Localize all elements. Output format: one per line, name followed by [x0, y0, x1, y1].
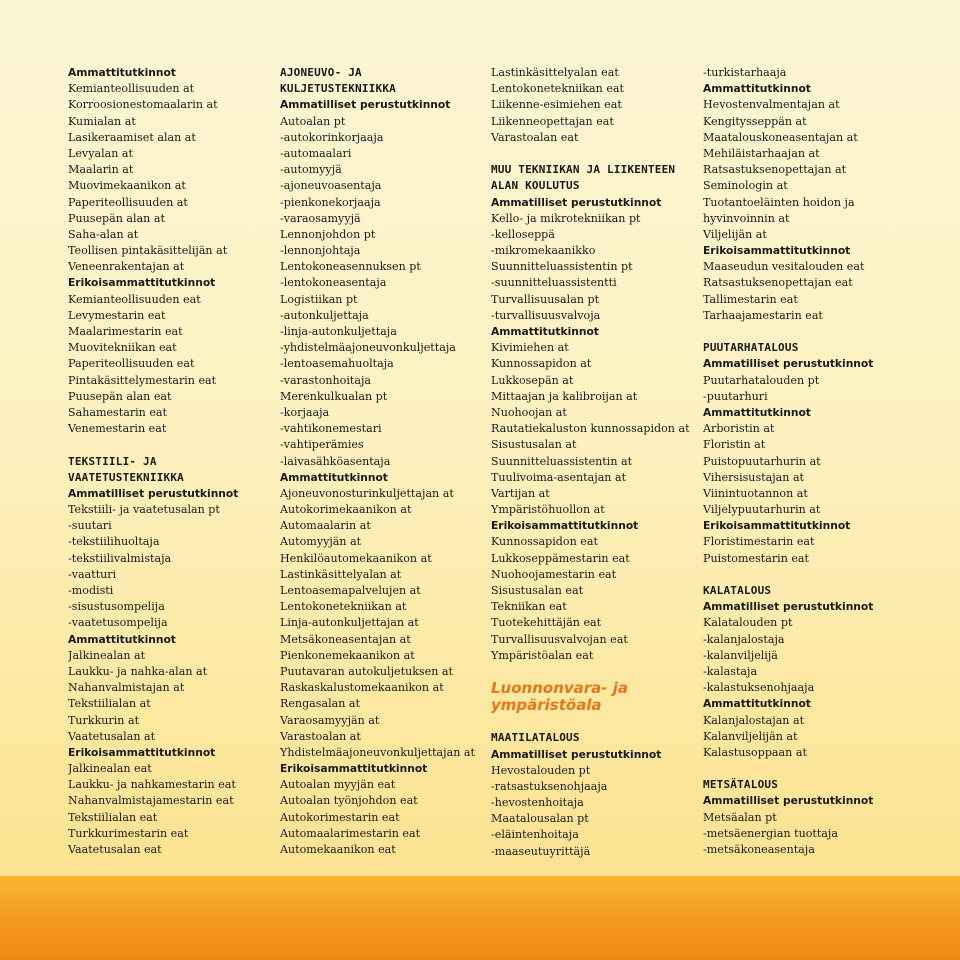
qualification-item: Kalastusoppaan at: [703, 745, 807, 759]
qualification-item: Turvallisuusvalvojan eat: [491, 632, 628, 646]
qualification-item: Lasikeraamiset alan at: [68, 130, 196, 144]
qualification-item: -eläintenhoitaja: [491, 828, 579, 842]
qualification-item: Viljelypuutarhurin at: [703, 503, 821, 517]
qualification-item: Vartijan at: [491, 486, 550, 500]
qualification-item: Autoalan työnjohdon eat: [280, 794, 418, 808]
qualification-type-heading: Erikoisammattitutkinnot: [491, 519, 639, 533]
qualification-item: Autoalan myyjän eat: [280, 778, 396, 792]
qualification-type-heading: Ammattitutkinnot: [703, 82, 811, 96]
qualification-item: Hevostalouden pt: [491, 763, 591, 777]
qualification-item: Kivimiehen at: [491, 341, 569, 355]
qualification-item: Maaseudun vesitalouden eat: [703, 260, 865, 274]
qualification-item: Varastoalan at: [280, 729, 361, 743]
qualification-item: Rengasalan at: [280, 697, 360, 711]
qualification-item: Vaatetusalan at: [68, 729, 156, 743]
qualification-item: -metsäkoneasentaja: [703, 843, 815, 856]
qualification-item: Autokorimekaanikon at: [280, 503, 412, 517]
qualification-item: -sisustusompelija: [68, 600, 165, 614]
qualification-item: Kumialan at: [68, 114, 136, 128]
qualification-item: Lentoasemapalvelujen at: [280, 584, 421, 597]
section-heading: AJONEUVO- JA: [280, 66, 362, 79]
qualification-item: -lennonjohtaja: [280, 244, 361, 258]
qualification-item: -lentokoneasentaja: [280, 276, 387, 290]
qualification-item: Lastinkäsittelyalan eat: [491, 66, 619, 79]
qualification-type-heading: Ammatilliset perustutkinnot: [491, 195, 662, 209]
qualification-item: Ympäristöalan eat: [491, 648, 594, 662]
qualification-item: Puusepän alan at: [68, 211, 165, 225]
qualification-item: Kemianteollisuuden at: [68, 82, 195, 96]
qualification-item: -automaalari: [280, 146, 352, 160]
qualification-item: -hevostenhoitaja: [491, 796, 584, 810]
spacer: [491, 664, 701, 680]
qualification-type-heading: Ammattitutkinnot: [68, 66, 176, 79]
qualification-type-heading: Erikoisammattitutkinnot: [703, 519, 851, 533]
qualification-item: Turkkurin at: [68, 713, 140, 727]
section-heading: TEKSTIILI- JA: [68, 454, 157, 468]
qualification-item: Yhdistelmäajoneuvonkuljettajan at: [280, 745, 475, 759]
qualification-type-heading: Ammatilliset perustutkinnot: [703, 357, 874, 371]
qualification-type-heading: Erikoisammattitutkinnot: [280, 762, 428, 776]
qualification-item: -varastonhoitaja: [280, 373, 372, 387]
spacer: [68, 437, 278, 453]
qualification-item: Laukku- ja nahka-alan at: [68, 664, 208, 678]
qualification-item: Hevostenvalmentajan at: [703, 98, 840, 112]
qualification-item: Mehiläistarhaajan at: [703, 146, 820, 160]
qualification-type-heading: Ammatilliset perustutkinnot: [68, 486, 239, 500]
qualification-item: Henkilöautomekaanikon at: [280, 551, 432, 565]
qualification-item: -vaatetusompelija: [68, 616, 168, 630]
qualification-item: Kunnossapidon at: [491, 357, 592, 371]
section-heading: METSÄTALOUS: [703, 778, 779, 792]
qualification-item: Jalkinealan at: [68, 648, 146, 662]
qualification-item: -tekstiilivalmistaja: [68, 551, 172, 565]
qualification-item: -ratsastuksenohjaaja: [491, 779, 608, 793]
qualification-item: Automekaanikon eat: [280, 843, 396, 856]
qualification-item: Kello- ja mikrotekniikan pt: [491, 211, 641, 225]
qualification-type-heading: Erikoisammattitutkinnot: [68, 276, 216, 290]
field-heading: ympäristöala: [491, 697, 602, 715]
qualification-item: -linja-autonkuljettaja: [280, 325, 397, 338]
column-4: [703, 65, 913, 858]
section-heading: MAATILATALOUS: [491, 731, 580, 745]
qualification-item: Autokorimestarin eat: [280, 810, 400, 824]
qualification-item: Lentokoneasennuksen pt: [280, 260, 421, 274]
qualification-item: Automaalarin at: [280, 519, 371, 533]
qualification-item: -maaseutuyrittäjä: [491, 844, 591, 858]
qualification-item: hyvinvoinnin at: [703, 211, 790, 225]
qualification-item: Vihersisustajan at: [703, 470, 805, 484]
qualification-type-heading: Ammattitutkinnot: [491, 325, 599, 338]
qualification-item: Levyalan at: [68, 146, 133, 160]
qualification-item: Automyyjän at: [280, 535, 362, 549]
qualification-item: Tuotekehittäjän eat: [491, 616, 602, 630]
qualification-item: Ympäristöhuollon at: [491, 503, 605, 517]
qualification-item: -automyyjä: [280, 163, 342, 177]
qualification-item: Metsäkoneasentajan at: [280, 632, 411, 646]
qualification-item: -lentoasemahuoltaja: [280, 357, 394, 371]
qualification-item: Liikenneopettajan eat: [491, 114, 614, 128]
qualification-type-heading: Ammatilliset perustutkinnot: [491, 747, 662, 761]
qualification-type-heading: Ammattitutkinnot: [68, 632, 176, 646]
qualification-item: -yhdistelmäajoneuvonkuljettaja: [280, 341, 456, 355]
column-1: [68, 65, 278, 858]
qualification-item: Kalanjalostajan at: [703, 713, 805, 727]
qualification-item: Suunnitteluassistentin at: [491, 454, 633, 468]
qualification-item: -kalanjalostaja: [703, 632, 785, 646]
qualification-item: Viljelijän at: [703, 227, 767, 241]
qualification-item: Tallimestarin eat: [703, 292, 798, 306]
qualification-item: -korjaaja: [280, 405, 330, 419]
qualification-item: -kalastuksenohjaaja: [703, 681, 815, 695]
column-3: [491, 65, 701, 860]
qualification-item: Lukkoseppämestarin eat: [491, 551, 630, 565]
qualification-item: Maatalousalan pt: [491, 812, 589, 826]
qualification-item: Sisustusalan at: [491, 438, 577, 452]
spacer: [491, 714, 701, 730]
column-2: [280, 65, 490, 858]
qualification-item: Puutarhatalouden pt: [703, 373, 820, 387]
field-heading: Luonnonvara- ja: [491, 680, 629, 698]
qualification-item: Maalarimestarin eat: [68, 325, 183, 338]
qualification-item: -mikromekaanikko: [491, 244, 596, 258]
qualification-item: Puistopuutarhurin at: [703, 454, 821, 468]
qualification-item: Sahamestarin eat: [68, 405, 167, 419]
qualification-item: -vahtiperämies: [280, 438, 364, 452]
qualification-item: Paperiteollisuuden at: [68, 195, 188, 209]
qualification-type-heading: Ammattitutkinnot: [280, 470, 388, 484]
qualification-item: -puutarhuri: [703, 389, 768, 403]
qualification-item: Tekstiilialan eat: [68, 810, 158, 824]
qualification-item: -kelloseppä: [491, 227, 555, 241]
qualification-item: Lukkosepän at: [491, 373, 574, 387]
qualification-item: -suunnitteluassistentti: [491, 276, 617, 290]
qualification-type-heading: Ammattitutkinnot: [703, 697, 811, 711]
qualification-item: Vaatetusalan eat: [68, 843, 162, 856]
qualification-item: Puutavaran autokuljetuksen at: [280, 664, 453, 678]
section-heading: PUUTARHATALOUS: [703, 341, 799, 355]
spacer: [703, 324, 913, 340]
qualification-item: Liikenne-esimiehen eat: [491, 98, 622, 112]
qualification-item: Lennonjohdon pt: [280, 227, 376, 241]
qualification-item: Raskaskalustomekaanikon at: [280, 681, 444, 695]
qualification-item: -laivasähköasentaja: [280, 454, 391, 468]
qualification-item: Muovitekniikan eat: [68, 341, 177, 355]
qualification-item: Tuulivoima-asentajan at: [491, 470, 627, 484]
qualification-item: Floristin at: [703, 438, 766, 452]
qualification-item: Tarhaajamestarin eat: [703, 308, 823, 322]
qualification-item: Automaalarimestarin eat: [280, 826, 421, 840]
section-heading: ALAN KOULUTUS: [491, 179, 580, 193]
qualification-item: Varastoalan eat: [491, 130, 579, 144]
qualification-item: Turvallisuusalan pt: [491, 292, 600, 306]
qualification-item: Turkkurimestarin eat: [68, 826, 189, 840]
qualification-item: Tuotantoeläinten hoidon ja: [703, 195, 855, 209]
qualification-item: Nahanvalmistajan at: [68, 681, 185, 695]
qualification-item: Levymestarin eat: [68, 308, 166, 322]
qualification-item: Merenkulkualan pt: [280, 389, 388, 403]
qualification-item: Ratsastuksenopettajan eat: [703, 276, 853, 290]
qualification-type-heading: Ammatilliset perustutkinnot: [280, 98, 451, 112]
qualification-item: Kemianteollisuuden eat: [68, 292, 201, 306]
qualification-item: Nuohoojan at: [491, 405, 567, 419]
qualification-item: Saha-alan at: [68, 227, 139, 241]
qualification-item: Veneenrakentajan at: [68, 260, 185, 274]
qualification-item: Sisustusalan eat: [491, 584, 584, 597]
qualification-item: -metsäenergian tuottaja: [703, 826, 838, 840]
qualification-type-heading: Ammattitutkinnot: [703, 405, 811, 419]
qualification-item: Tekstiilialan at: [68, 697, 151, 711]
qualification-type-heading: Erikoisammattitutkinnot: [68, 745, 216, 759]
qualification-item: Logistiikan pt: [280, 292, 358, 306]
qualification-item: Lentokonetekniikan eat: [491, 82, 624, 96]
bottom-orange-band: [0, 876, 960, 960]
qualification-item: Suunnitteluassistentin pt: [491, 260, 633, 274]
qualification-item: Lentokonetekniikan at: [280, 600, 407, 614]
qualification-item: Jalkinealan eat: [68, 762, 152, 776]
qualification-item: Nahanvalmistajamestarin eat: [68, 794, 234, 808]
qualification-item: -turkistarhaaja: [703, 66, 787, 79]
qualification-item: Korroosionestomaalarin at: [68, 98, 218, 112]
qualification-item: Ajoneuvonosturinkuljettajan at: [280, 486, 454, 500]
qualification-item: -tekstiilihuoltaja: [68, 535, 160, 549]
qualification-item: Puistomestarin eat: [703, 551, 809, 565]
qualification-item: Linja-autonkuljettajan at: [280, 616, 419, 630]
qualification-item: Nuohoojamestarin eat: [491, 567, 617, 581]
spacer: [703, 567, 913, 583]
qualification-item: Ratsastuksenopettajan at: [703, 163, 847, 177]
qualification-item: -kalanviljelijä: [703, 648, 778, 662]
qualification-item: Viinintuotannon at: [703, 486, 808, 500]
qualification-item: Teollisen pintakäsittelijän at: [68, 244, 228, 258]
qualification-item: -autokorinkorjaaja: [280, 130, 384, 144]
qualification-item: Laukku- ja nahkamestarin eat: [68, 778, 236, 792]
qualification-type-heading: Ammatilliset perustutkinnot: [703, 794, 874, 808]
qualification-type-heading: Ammatilliset perustutkinnot: [703, 600, 874, 614]
qualification-item: Varaosamyyjän at: [280, 713, 380, 727]
qualification-item: -autonkuljettaja: [280, 308, 369, 322]
qualification-item: -modisti: [68, 584, 114, 597]
qualification-item: Arboristin at: [703, 422, 775, 436]
qualification-item: -vaatturi: [68, 567, 117, 581]
qualification-item: Maalarin at: [68, 163, 134, 177]
spacer: [703, 761, 913, 777]
qualification-item: Rautatiekaluston kunnossapidon at: [491, 422, 690, 436]
qualification-item: Autoalan pt: [280, 114, 346, 128]
qualification-item: -suutari: [68, 519, 112, 533]
qualification-item: Maatalouskoneasentajan at: [703, 130, 858, 144]
qualification-item: Mittaajan ja kalibroijan at: [491, 389, 638, 403]
qualification-item: Metsäalan pt: [703, 810, 777, 824]
qualification-item: -vahtikonemestari: [280, 422, 382, 436]
qualification-item: Pienkonemekaanikon at: [280, 648, 415, 662]
section-heading: MUU TEKNIIKAN JA LIIKENTEEN: [491, 163, 676, 177]
qualification-item: Puusepän alan eat: [68, 389, 172, 403]
qualification-item: Muovimekaanikon at: [68, 179, 186, 193]
qualification-item: Kengitysseppän at: [703, 114, 807, 128]
qualification-item: -turvallisuusvalvoja: [491, 308, 601, 322]
spacer: [491, 146, 701, 162]
qualification-item: -pienkonekorjaaja: [280, 195, 381, 209]
qualification-item: -kalastaja: [703, 664, 758, 678]
qualification-item: Kalanviljelijän at: [703, 729, 798, 743]
qualification-item: Kunnossapidon eat: [491, 535, 598, 549]
qualification-item: Floristimestarin eat: [703, 535, 815, 549]
qualification-item: -varaosamyyjä: [280, 211, 361, 225]
qualification-item: Tekstiili- ja vaatetusalan pt: [68, 503, 220, 517]
section-heading: KULJETUSTEKNIIKKA: [280, 82, 396, 96]
qualification-item: Kalatalouden pt: [703, 616, 793, 630]
qualification-item: Tekniikan eat: [491, 600, 567, 614]
qualification-item: Venemestarin eat: [68, 422, 167, 436]
section-heading: KALATALOUS: [703, 584, 772, 597]
section-heading: VAATETUSTEKNIIKKA: [68, 470, 184, 484]
qualification-item: Pintakäsittelymestarin eat: [68, 373, 217, 387]
qualification-item: Paperiteollisuuden eat: [68, 357, 195, 371]
qualification-item: -ajoneuvoasentaja: [280, 179, 382, 193]
qualification-type-heading: Erikoisammattitutkinnot: [703, 244, 851, 258]
qualification-item: Seminologin at: [703, 179, 788, 193]
qualification-item: Lastinkäsittelyalan at: [280, 567, 402, 581]
